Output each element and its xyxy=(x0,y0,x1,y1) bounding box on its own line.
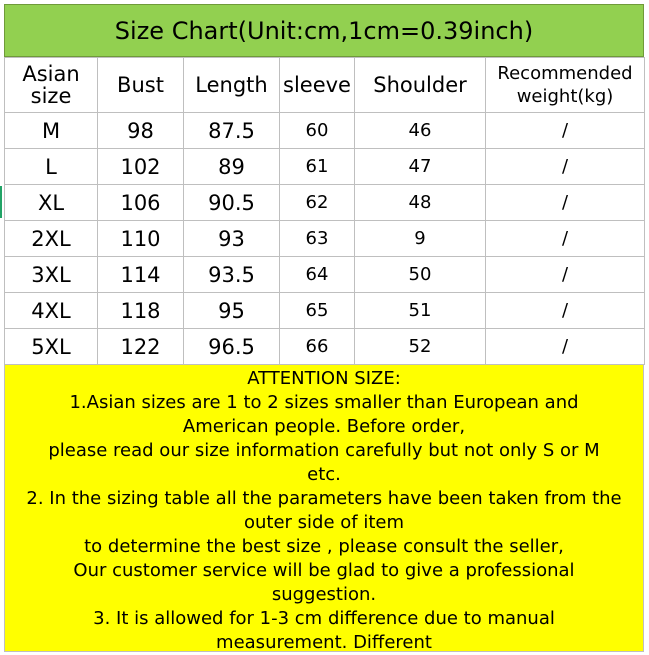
note-line: suggestion. xyxy=(271,584,377,605)
note-heading: ATTENTION SIZE: xyxy=(247,368,401,389)
header-asian-size xyxy=(5,58,98,113)
cell-length: 93 xyxy=(184,221,280,257)
cell-weight: / xyxy=(486,257,645,293)
table-row xyxy=(5,113,645,149)
cell-weight: / xyxy=(486,329,645,365)
cell-weight: / xyxy=(486,149,645,185)
cell-sleeve: 66 xyxy=(280,329,355,365)
cell-size: L xyxy=(5,149,98,185)
header-line: weight(kg) xyxy=(516,86,614,107)
chart-title: Size Chart(Unit:cm,1cm=0.39inch) xyxy=(4,4,644,57)
cell-size: 3XL xyxy=(5,257,98,293)
cell-size: 4XL xyxy=(5,293,98,329)
cell-length: 87.5 xyxy=(184,113,280,149)
cell-length: 89 xyxy=(184,149,280,185)
cell-bust: 122 xyxy=(98,329,184,365)
cell-bust: 98 xyxy=(98,113,184,149)
note-line: American people. Before order, xyxy=(182,416,466,437)
cell-shoulder: 48 xyxy=(355,185,486,221)
cell-bust: 114 xyxy=(98,257,184,293)
note-line: etc. xyxy=(307,464,341,485)
note-line: measurement. Different xyxy=(216,632,432,653)
note-line: Our customer service will be glad to give a professional xyxy=(73,560,575,581)
cell-shoulder: 51 xyxy=(355,293,486,329)
cell-length: 96.5 xyxy=(184,329,280,365)
cell-selection-marker xyxy=(0,186,2,218)
header-bust xyxy=(98,58,184,113)
cell-shoulder: 46 xyxy=(355,113,486,149)
cell-length: 90.5 xyxy=(184,185,280,221)
header-line: sleeve xyxy=(283,73,351,97)
note-line: 2. In the sizing table all the parameters have been taken from the xyxy=(26,488,622,509)
cell-shoulder: 52 xyxy=(355,329,486,365)
cell-weight: / xyxy=(486,293,645,329)
cell-sleeve: 61 xyxy=(280,149,355,185)
header-line: Length xyxy=(195,73,268,97)
attention-note xyxy=(4,364,644,652)
cell-size: 2XL xyxy=(5,221,98,257)
header-length xyxy=(184,58,280,113)
cell-sleeve: 65 xyxy=(280,293,355,329)
cell-bust: 102 xyxy=(98,149,184,185)
cell-bust: 110 xyxy=(98,221,184,257)
cell-sleeve: 64 xyxy=(280,257,355,293)
table-row xyxy=(5,257,645,293)
cell-sleeve: 63 xyxy=(280,221,355,257)
note-line: 1.Asian sizes are 1 to 2 sizes smaller than European and xyxy=(69,392,579,413)
cell-length: 93.5 xyxy=(184,257,280,293)
table-row xyxy=(5,185,645,221)
cell-weight: / xyxy=(486,113,645,149)
cell-bust: 118 xyxy=(98,293,184,329)
header-line: Shoulder xyxy=(373,73,467,97)
header-recommended-weight xyxy=(486,58,645,113)
cell-shoulder: 47 xyxy=(355,149,486,185)
table-row xyxy=(5,293,645,329)
note-line: 3. It is allowed for 1-3 cm difference due to manual xyxy=(93,608,555,629)
note-line: outer side of item xyxy=(243,512,404,533)
header-line: size xyxy=(30,84,72,108)
header-sleeve xyxy=(280,58,355,113)
cell-length: 95 xyxy=(184,293,280,329)
header-line: Recommended xyxy=(497,63,633,84)
cell-weight: / xyxy=(486,185,645,221)
cell-sleeve: 60 xyxy=(280,113,355,149)
header-row xyxy=(5,58,645,113)
table-row xyxy=(5,149,645,185)
cell-shoulder: 50 xyxy=(355,257,486,293)
table-row xyxy=(5,329,645,365)
header-line: Bust xyxy=(117,73,164,97)
cell-sleeve: 62 xyxy=(280,185,355,221)
note-line: to determine the best size , please consult the seller, xyxy=(84,536,564,557)
cell-shoulder: 9 xyxy=(355,221,486,257)
header-shoulder xyxy=(355,58,486,113)
note-line: please read our size information carefully but not only S or M xyxy=(48,440,600,461)
cell-size: M xyxy=(5,113,98,149)
size-table xyxy=(4,57,645,365)
header-line: Asian xyxy=(22,62,80,86)
cell-size: XL xyxy=(5,185,98,221)
cell-bust: 106 xyxy=(98,185,184,221)
cell-size: 5XL xyxy=(5,329,98,365)
table-row xyxy=(5,221,645,257)
cell-weight: / xyxy=(486,221,645,257)
